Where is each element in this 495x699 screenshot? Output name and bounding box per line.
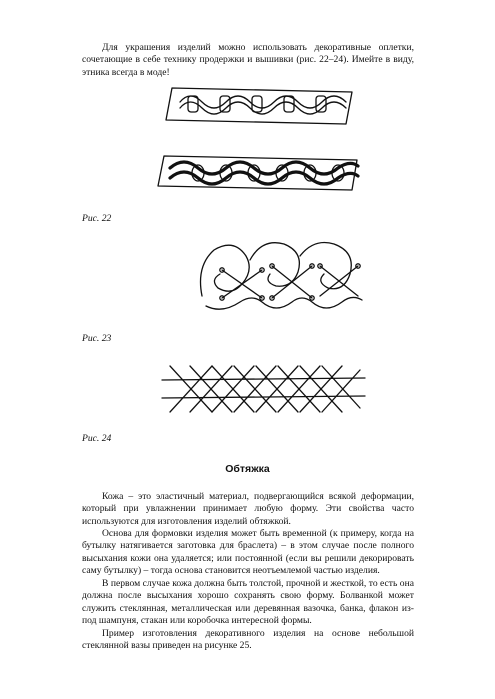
figure-22-lacing-strip-2 [152,150,367,200]
body-paragraph: В первом случае кожа должна быть толстой, прочной и жесткой, то есть она должна после высыхания хорошо сохранять свою форму. Болванкой может служить стеклянная, металлическая или деревянная вазочка, банка, флакон из-под шампуня, стакан или коробочка интересной формы. [82,578,414,627]
intro-paragraph: Для украшения изделий можно использовать декоративные оплетки, сочетающие в себе технику продержки и вышивки (рис. 22–24). Имейте в виду, этника всегда в моде! [82,42,414,78]
body-paragraph: Пример изготовления декоративного изделия на основе небольшой стеклянной вазы приведен на рисунке 25. [82,628,414,652]
figure-22-caption: Рис. 22 [82,213,112,224]
figure-24-cross-lacing [160,360,370,418]
figure-24-caption: Рис. 24 [82,433,112,444]
figure-22-lacing-strip-1 [160,82,360,134]
section-title: Обтяжка [225,463,270,475]
body-paragraph: Кожа – это эластичный материал, подвергающийся всякой деформации, который при увлажнении принимает любую форму. Эти свойства часто используются для изготовления изделий обтяжкой. [82,491,414,527]
figure-23-curl-lacing [192,236,372,320]
figure-23-caption: Рис. 23 [82,333,112,344]
body-paragraph: Основа для формовки изделия может быть временной (к примеру, когда на бутылку натягивается заготовка для браслета) – в этом случае после полного высыхания кожи она удаляется; или постоянной (если вы решили декорировать саму бутылку) – тогда основа становится неотъемлемой частью изделия. [82,528,414,577]
